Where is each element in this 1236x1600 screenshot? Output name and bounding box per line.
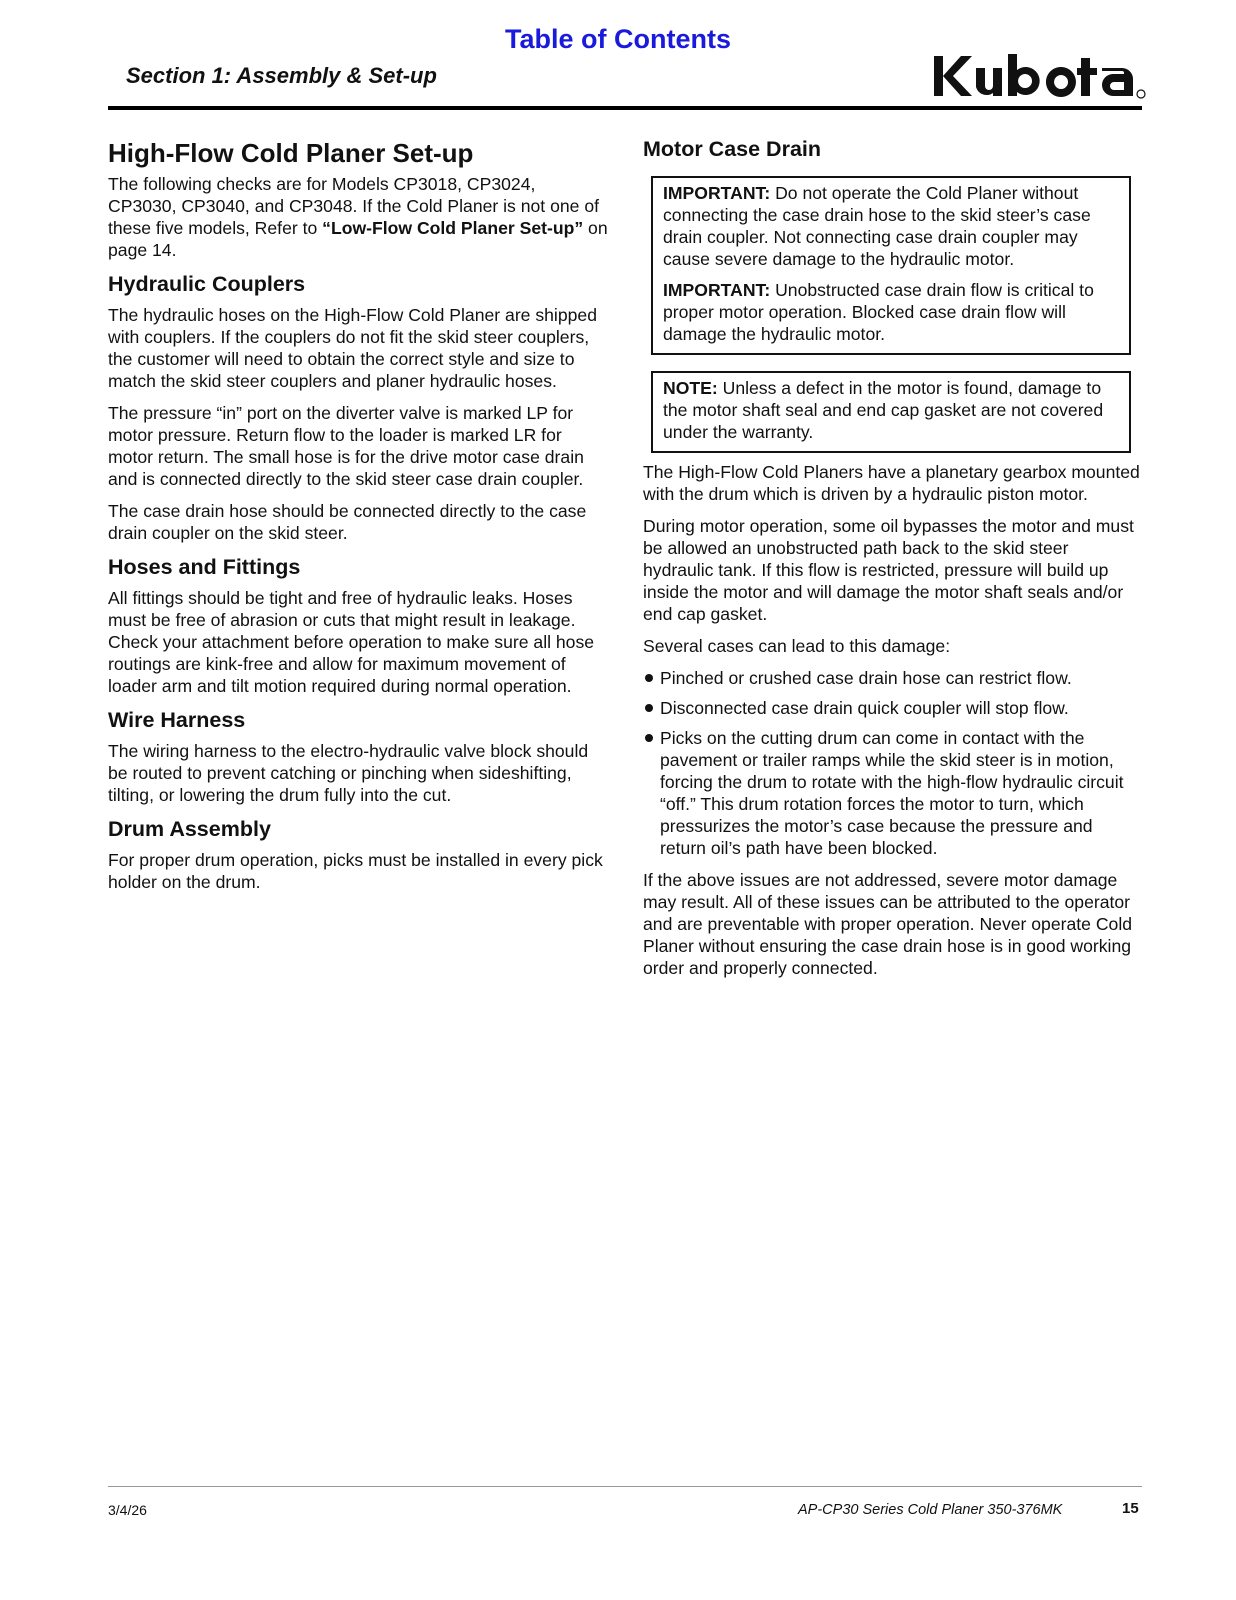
bullet-icon [645, 704, 653, 712]
table-of-contents-link[interactable]: Table of Contents [505, 24, 731, 54]
important-notice-1: IMPORTANT: Do not operate the Cold Planer without connecting the case drain hose to the skid steer’s case drain coupler. Not connecting case drain coupler may cause severe damage to the hydraulic motor. [663, 183, 1091, 269]
drum-assembly-heading: Drum Assembly [108, 817, 271, 841]
important-notice-2: IMPORTANT: Unobstructed case drain flow is critical to proper motor operation. Blocked case drain flow will damage the hydraulic motor. [663, 280, 1094, 344]
page-number: 15 [1122, 1500, 1139, 1517]
list-item: Picks on the cutting drum can come in contact with the pavement or trailer ramps while the skid steer is in motion, forcing the drum to rotate with the high-flow hydraulic circuit “off.” This drum rotation forces the motor to turn, which pressurizes the motor’s case because the pressure and return oil’s path have been blocked. [643, 727, 1143, 859]
hydraulic-couplers-paragraph-1: The hydraulic hoses on the High-Flow Cold Planer are shipped with couplers. If the couplers do not fit the skid steer couplers, the customer will need to obtain the correct style and size to match the skid steer couplers and planer hydraulic hoses. [108, 305, 597, 391]
hydraulic-couplers-paragraph-2: The pressure “in” port on the diverter valve is marked LP for motor pressure. Return flow to the loader is marked LR for motor return. The small hose is for the drive motor case drain and is connected directly to the skid steer case drain coupler. [108, 403, 584, 489]
important-box [651, 176, 1131, 355]
wire-harness-heading: Wire Harness [108, 708, 246, 732]
list-item: Disconnected case drain quick coupler will stop flow. [643, 697, 1143, 719]
footer-date: 3/4/26 [108, 1502, 147, 1518]
motor-paragraph-3: Several cases can lead to this damage: [643, 636, 951, 656]
low-flow-reference: “Low-Flow Cold Planer Set-up” [322, 218, 584, 238]
motor-paragraph-2: During motor operation, some oil bypasses the motor and must be allowed an unobstructed path back to the skid steer hydraulic tank. If this flow is restricted, pressure will build up inside the motor and will damage the motor shaft seals and/or end cap gasket. [643, 516, 1134, 624]
wire-harness-paragraph: The wiring harness to the electro-hydraulic valve block should be routed to prevent catching or pinching when sideshifting, tilting, or lowering the drum fully into the cut. [108, 741, 589, 805]
page-title: High-Flow Cold Planer Set-up [108, 138, 474, 168]
hydraulic-couplers-paragraph-3: The case drain hose should be connected directly to the case drain coupler on the skid steer. [108, 501, 587, 543]
note-box [651, 371, 1131, 453]
damage-causes-list [643, 667, 1143, 859]
header-rule [108, 106, 1142, 110]
motor-case-drain-heading: Motor Case Drain [643, 137, 822, 161]
drum-assembly-paragraph: For proper drum operation, picks must be installed in every pick holder on the drum. [108, 850, 603, 892]
footer-document-title: AP-CP30 Series Cold Planer 350-376MK [798, 1502, 1063, 1518]
note-text: NOTE: Unless a defect in the motor is found, damage to the motor shaft seal and end cap gasket are not covered under the warranty. [663, 378, 1104, 442]
footer-rule [108, 1486, 1142, 1487]
motor-paragraph-1: The High-Flow Cold Planers have a planetary gearbox mounted with the drum which is driven by a hydraulic piston motor. [643, 462, 1140, 504]
section-title: Section 1: Assembly & Set-up [126, 63, 437, 88]
hydraulic-couplers-heading: Hydraulic Couplers [108, 272, 306, 296]
right-column [643, 136, 1143, 989]
list-item: Pinched or crushed case drain hose can restrict flow. [643, 667, 1143, 689]
hoses-fittings-paragraph: All fittings should be tight and free of hydraulic leaks. Hoses must be free of abrasion or cuts that might result in leakage. Check your attachment before operation to make sure all hose routings are kink-free and allow for maximum movement of loader arm and tilt motion required during normal operation. [108, 588, 595, 696]
left-column [108, 136, 608, 903]
bullet-icon [645, 674, 653, 682]
kubota-logo [934, 50, 1146, 102]
motor-paragraph-4: If the above issues are not addressed, severe motor damage may result. All of these issues can be attributed to the operator and are preventable with proper operation. Never operate Cold Planer without ensuring the case drain hose is in good working order and properly connected. [643, 870, 1133, 978]
intro-paragraph: The following checks are for Models CP3018, CP3024, CP3030, CP3040, and CP3048. If the Cold Planer is not one of these five models, Refer to “Low-Flow Cold Planer Set-up” on page 14. [108, 174, 608, 260]
hoses-fittings-heading: Hoses and Fittings [108, 555, 301, 579]
bullet-icon [645, 734, 653, 742]
